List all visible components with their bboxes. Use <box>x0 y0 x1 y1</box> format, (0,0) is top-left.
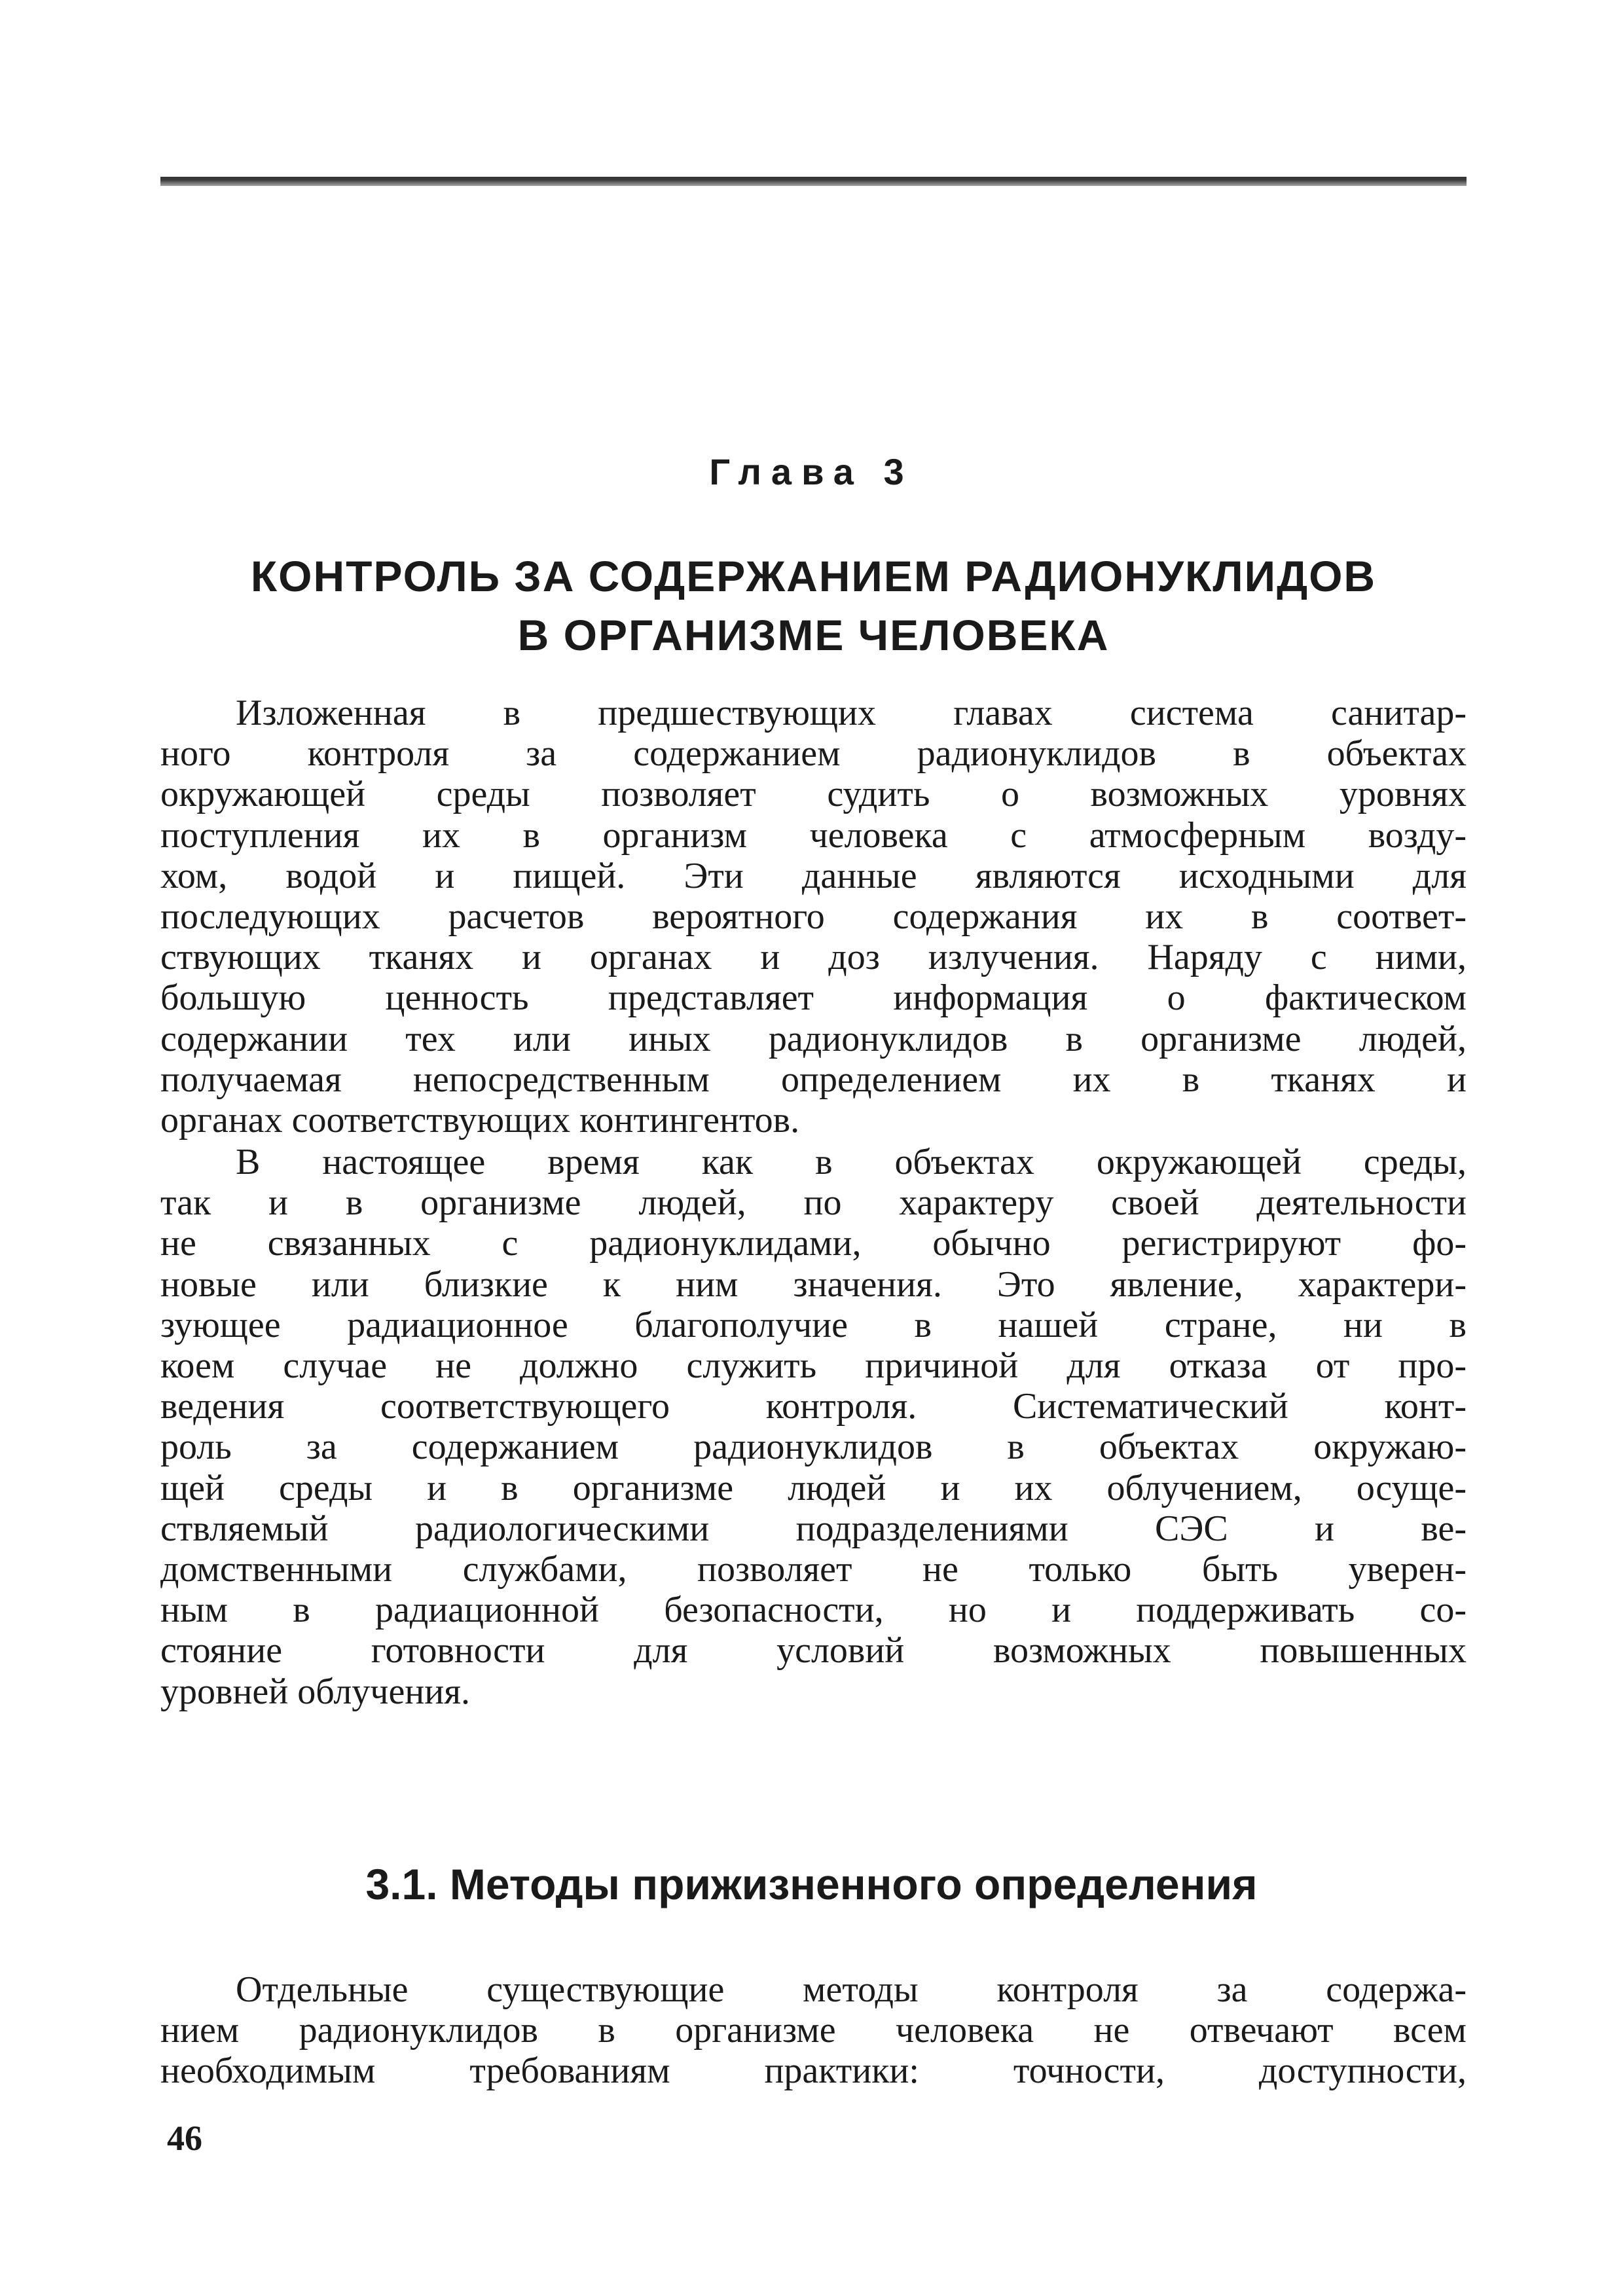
section-heading: 3.1. Методы прижизненного определения <box>365 1860 1258 1908</box>
text-line: хом, водой и пищей. Эти данные являются исходными для <box>160 855 1467 896</box>
text-line: окружающей среды позволяет судить о возможных уровнях <box>160 774 1467 815</box>
text-line: последующих расчетов вероятного содержания их в соответ- <box>160 896 1467 938</box>
text-line: органах соответствующих контингентов. <box>160 1100 800 1141</box>
text-line: не связанных с радионуклидами, обычно регистрируют фо- <box>160 1223 1467 1264</box>
paragraph-2 <box>160 1142 1467 1712</box>
text-line: роль за содержанием радионуклидов в объектах окружаю- <box>160 1427 1467 1468</box>
text-line: Изложенная в предшествующих главах система санитар- <box>236 693 1467 733</box>
text-line: нием радионуклидов в организме человека не отвечают всем <box>160 2010 1467 2051</box>
text-line: уровней облучения. <box>160 1671 470 1712</box>
text-line: так и в организме людей, по характеру своей деятельности <box>160 1182 1467 1224</box>
text-line: домственными службами, позволяет не только быть уверен- <box>160 1549 1467 1590</box>
text-line: необходимым требованиям практики: точности, доступности, <box>160 2050 1467 2092</box>
chapter-title-line: В ОРГАНИЗМЕ ЧЕЛОВЕКА <box>517 611 1110 659</box>
text-line: ного контроля за содержанием радионуклидов в объектах <box>160 733 1467 774</box>
text-line: ствующих тканях и органах и доз излучения. Наряду с ними, <box>160 937 1467 978</box>
chapter-label: Глава 3 <box>709 451 914 492</box>
text-line: коем случае не должно служить причиной для отказа от про- <box>160 1345 1467 1387</box>
text-line: стояние готовности для условий возможных повышенных <box>160 1630 1467 1671</box>
text-line: Отдельные существующие методы контроля за содержа- <box>236 1969 1467 2010</box>
text-line: большую ценность представляет информация о фактическом <box>160 977 1467 1019</box>
page-number: 46 <box>167 2119 202 2158</box>
text-line: новые или близкие к ним значения. Это явление, характери- <box>160 1264 1467 1305</box>
text-line: ствляемый радиологическими подразделениями СЭС и ве- <box>160 1508 1467 1549</box>
paragraph-1 <box>160 693 1467 1140</box>
top-rule <box>160 177 1467 186</box>
chapter-title-line: КОНТРОЛЬ ЗА СОДЕРЖАНИЕМ РАДИОНУКЛИДОВ <box>250 552 1377 600</box>
text-line: щей среды и в организме людей и их облучением, осуще- <box>160 1467 1467 1508</box>
chapter-title <box>160 547 1467 665</box>
text-line: получаемая непосредственным определением их в тканях и <box>160 1059 1467 1100</box>
text-line: В настоящее время как в объектах окружающей среды, <box>236 1142 1467 1182</box>
paragraph-3 <box>160 1969 1467 2092</box>
text-line: поступления их в организм человека с атмосферным возду- <box>160 814 1467 856</box>
text-line: зующее радиационное благополучие в нашей стране, ни в <box>160 1304 1467 1345</box>
text-line: содержании тех или иных радионуклидов в организме людей, <box>160 1018 1467 1059</box>
text-line: ведения соответствующего контроля. Систематический конт- <box>160 1386 1467 1427</box>
text-line: ным в радиационной безопасности, но и поддерживать со- <box>160 1590 1467 1631</box>
